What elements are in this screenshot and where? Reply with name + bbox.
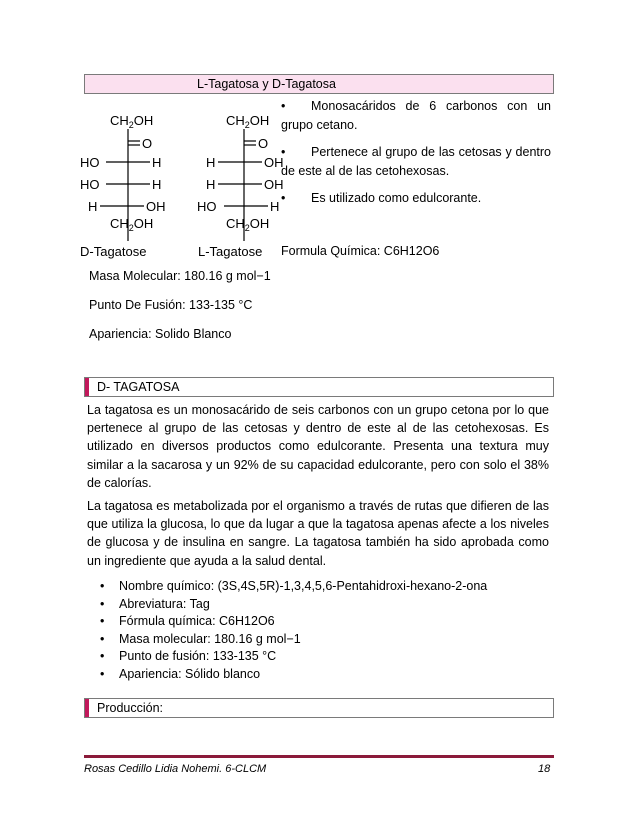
d-row2-right: H	[152, 177, 162, 192]
d-tagatose-structure	[78, 110, 178, 260]
properties-list	[87, 578, 557, 683]
section-prod-header	[84, 698, 554, 718]
l-row1-left: H	[206, 155, 216, 170]
right-bullet-1-marker: •	[281, 99, 286, 113]
page-title: L-Tagatosa y D-Tagatosa	[197, 77, 336, 91]
section-prod-accent	[85, 699, 89, 717]
d-row3-left: H	[88, 199, 98, 214]
section-d-title: D- TAGATOSA	[97, 380, 180, 394]
list-item: • Apariencia: Sólido blanco	[100, 666, 261, 681]
right-bullet-3-marker: •	[281, 191, 286, 205]
section-d-para2: La tagatosa es metabolizada por el organismo a través de rutas que difieren de las que utiliza la glucosa, lo que da lugar a que la tagatosa apenas afecte a los niveles de glucosa y de insulina en sangre. La tagatosa también ha sido aprobada como un ingrediente que ayuda a la salud dental.	[87, 499, 549, 568]
list-item: • Masa molecular: 180.16 g mol−1	[100, 631, 301, 646]
formula-line: Formula Química: C6H12O6	[281, 244, 440, 258]
l-c6-label: $CH_2OH$	[226, 216, 270, 233]
d-c1-label: $CH_2OH$	[110, 113, 154, 130]
section-d-para1: La tagatosa es un monosacárido de seis carbonos con un grupo cetona por lo que pertenece al grupo de las cetosas y dentro de este al de las cetohexosas. Es utilizado en diversos productos como edulcorante. Presenta una textura muy similar a la sacarosa y un 92% de su capacidad edulcorante, pero con solo el 38% de calorías.	[87, 403, 549, 490]
d-row1-left: HO	[80, 155, 100, 170]
right-column	[281, 97, 551, 208]
prop-fusion: Punto De Fusión: 133-135 °C	[89, 298, 253, 312]
l-row1-right: OH	[264, 155, 284, 170]
page-number: 18	[538, 763, 551, 775]
l-row2-right: OH	[264, 177, 284, 192]
l-row2-left: H	[206, 177, 216, 192]
footer-rule	[84, 755, 554, 758]
right-bullet-2: • Pertenece al grupo de las cetosas y dentro de este al de las cetohexosas.	[281, 145, 551, 178]
footer-author: Rosas Cedillo Lidia Nohemi. 6-CLCM	[84, 763, 267, 775]
d-carbonyl-o: O	[142, 136, 153, 151]
prop-apariencia: Apariencia: Solido Blanco	[89, 327, 232, 341]
l-tagatose-diagram	[196, 110, 286, 260]
right-bullet-2-marker: •	[281, 145, 286, 159]
d-tagatose-name: D-Tagatose	[80, 244, 147, 259]
d-c6-label: $CH_2OH$	[110, 216, 154, 233]
prop-masa: Masa Molecular: 180.16 g mol−1	[89, 269, 271, 283]
l-tagatose-name: L-Tagatose	[198, 244, 263, 259]
title-bar	[84, 74, 554, 94]
list-item: • Fórmula química: C6H12O6	[100, 614, 275, 628]
d-tagatose-diagram	[78, 110, 178, 260]
list-item: • Abreviatura: Tag	[100, 596, 210, 611]
list-item: • Nombre químico: (3S,4S,5R)-1,3,4,5,6-Pentahidroxi-hexano-2-ona	[100, 579, 488, 593]
d-row1-right: H	[152, 155, 162, 170]
list-item: • Punto de fusión: 133-135 °C	[100, 649, 277, 663]
l-tagatose-structure	[196, 110, 286, 260]
section-d-accent	[85, 378, 89, 396]
l-row3-right: H	[270, 199, 280, 214]
right-bullet-3: • Es utilizado como edulcorante.	[281, 189, 551, 208]
l-row3-left: HO	[197, 199, 217, 214]
section-prod-title: Producción:	[97, 701, 164, 715]
section-d-header	[84, 377, 554, 397]
d-row3-right: OH	[146, 199, 166, 214]
d-row2-left: HO	[80, 177, 100, 192]
right-bullet-1: • Monosacáridos de 6 carbonos con un grupo cetano.	[281, 99, 551, 132]
l-carbonyl-o: O	[258, 136, 269, 151]
l-c1-label: $CH_2OH$	[226, 113, 270, 130]
